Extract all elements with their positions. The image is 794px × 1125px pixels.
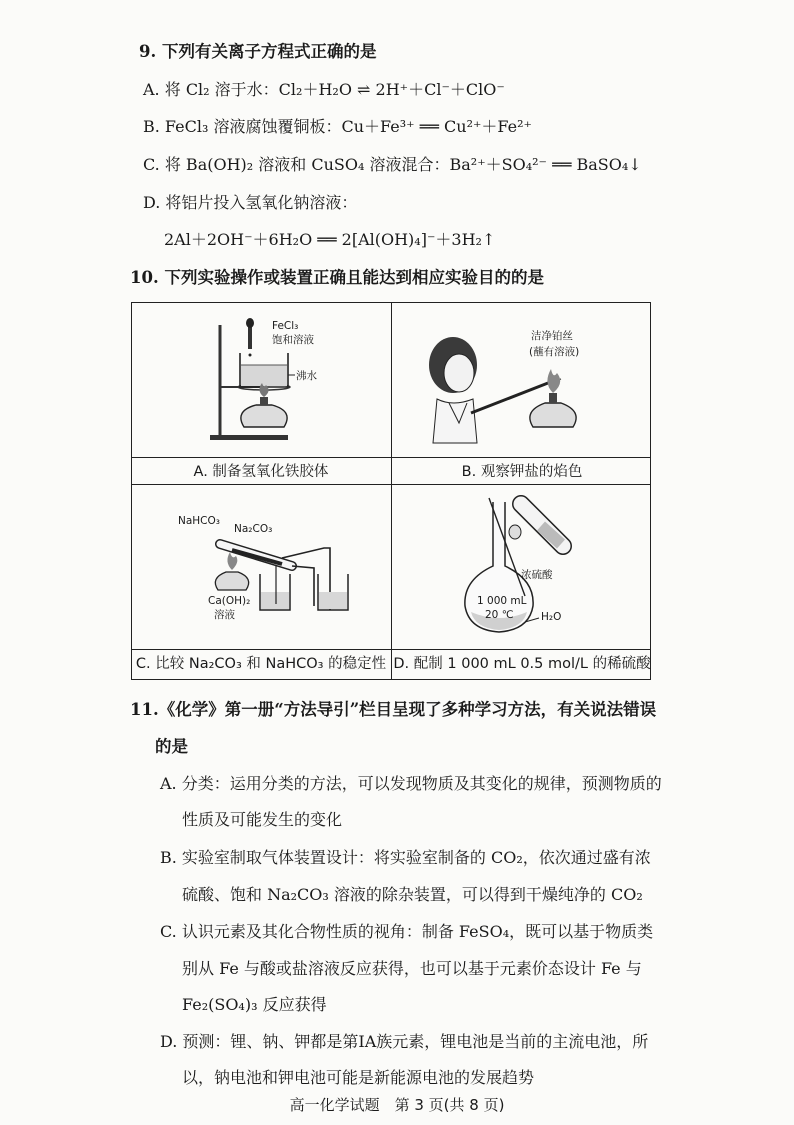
label-water: H₂O: [541, 611, 562, 623]
q10-stem: 10. 下列实验操作或装置正确且能达到相应实验目的的是: [130, 268, 544, 287]
q11-option-a-cont: 性质及可能发生的变化: [182, 810, 343, 829]
label-dipped-solution: (蘸有溶液): [529, 346, 580, 358]
q9-option-d: D. 将铝片投入氢氧化钠溶液：: [143, 193, 358, 212]
q11-option-a: A. 分类：运用分类的方法，可以发现物质及其变化的规律，预测物质的: [160, 774, 662, 793]
apparatus-b-flame-test: [393, 303, 651, 456]
page-footer: 高一化学试题 第 3 页(共 8 页): [289, 1096, 505, 1114]
q9-option-a: A. 将 Cl₂ 溶于水：Cl₂＋H₂O ⇌ 2H⁺＋Cl⁻＋ClO⁻: [143, 80, 505, 99]
q11-option-d: D. 预测：锂、钠、钾都是第ⅠA族元素，锂电池是当前的主流电池，所: [160, 1032, 649, 1051]
q11-option-c: C. 认识元素及其化合物性质的视角：制备 FeSO₄，既可以基于物质类: [160, 922, 654, 941]
caption-b: B. 观察钾盐的焰色: [461, 464, 583, 480]
label-saturated-solution: 饱和溶液: [272, 334, 314, 346]
label-fecl3: FeCl₃: [272, 320, 299, 332]
label-flask-volume: 1 000 mL: [477, 595, 527, 607]
q9-option-b: B. FeCl₃ 溶液腐蚀覆铜板：Cu＋Fe³⁺ ══ Cu²⁺＋Fe²⁺: [143, 117, 532, 136]
label-nahco3: NaHCO₃: [178, 515, 220, 527]
q10-figure-grid: [131, 302, 651, 680]
grid-divider-c-caption: [132, 649, 650, 650]
q11-option-d-cont: 以，钠电池和钾电池可能是新能源电池的发展趋势: [182, 1068, 535, 1087]
q9-option-c: C. 将 Ba(OH)₂ 溶液和 CuSO₄ 溶液混合：Ba²⁺＋SO₄²⁻ ══ BaSO₄↓: [143, 155, 642, 174]
label-caoh2: Ca(OH)₂: [208, 595, 251, 607]
q11-option-c-cont2: Fe₂(SO₄)₃ 反应获得: [182, 995, 327, 1014]
label-flask-temperature: 20 ℃: [485, 609, 514, 621]
caption-d: D. 配制 1 000 mL 0.5 mol/L 的稀硫酸: [393, 656, 651, 672]
label-clean-platinum-wire: 洁净铂丝: [531, 330, 573, 342]
apparatus-c-stability: [132, 486, 390, 648]
q11-stem: 11.《化学》第一册“方法导引”栏目呈现了多种学习方法，有关说法错误: [130, 700, 657, 719]
q11-option-b: B. 实验室制取气体装置设计：将实验室制备的 CO₂，依次通过盛有浓: [160, 848, 651, 867]
apparatus-a-heating-beaker: [132, 303, 390, 456]
q9-option-d-equation: 2Al＋2OH⁻＋6H₂O ══ 2[Al(OH)₄]⁻＋3H₂↑: [164, 230, 496, 249]
q11-option-b-cont: 硫酸、饱和 Na₂CO₃ 溶液的除杂装置，可以得到干燥纯净的 CO₂: [182, 885, 643, 904]
label-boiling-water: 沸水: [296, 370, 317, 382]
caption-a: A. 制备氢氧化铁胶体: [193, 464, 329, 480]
caption-c: C. 比较 Na₂CO₃ 和 NaHCO₃ 的稳定性: [135, 656, 387, 672]
q9-stem: 9. 下列有关离子方程式正确的是: [139, 42, 377, 61]
q11-stem-cont: 的是: [155, 737, 188, 756]
label-na2co3: Na₂CO₃: [234, 523, 273, 535]
grid-divider-a-caption: [132, 457, 650, 458]
apparatus-d-volumetric-flask: [393, 486, 651, 648]
label-caoh2-solution: 溶液: [214, 609, 235, 621]
q11-option-c-cont: 别从 Fe 与酸或盐溶液反应获得，也可以基于元素价态设计 Fe 与: [182, 959, 642, 978]
label-conc-sulfuric-acid: 浓硫酸: [521, 569, 553, 581]
